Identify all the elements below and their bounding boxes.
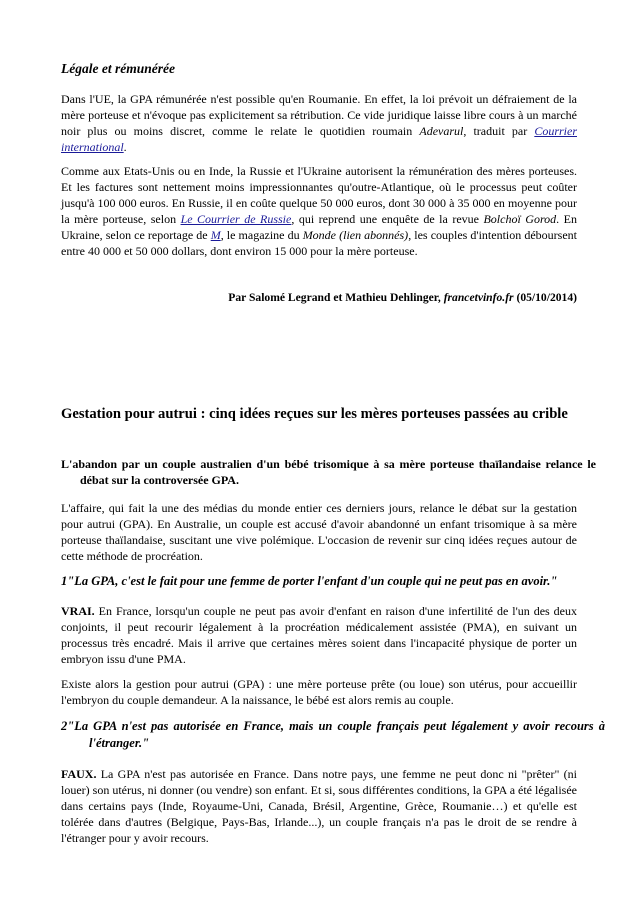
signature: Par Salomé Legrand et Mathieu Dehlinger, francetvinfo.fr (05/10/2014) (228, 291, 577, 304)
paragraph-answer-1: VRAI. En France, lorsqu'un couple ne peut pas avoir d'enfant en raison d'une infertilité de l'un des deux conjoints, il peut recourir légalement à la procréation médicalement assistée (PMA), en suivant un processus très encadré. Mais il arrive que certaines mères soient dans l'incapacité physique de porter un embryon issu d'une PMA. (61, 604, 577, 666)
paragraph-answer-2: FAUX. La GPA n'est pas autorisée en France. Dans notre pays, une femme ne peut donc ni "prêter" (ni louer) son utérus, ni donner (ou vendre) son enfant. Et si, sous différentes conditions, la GPA a été légalisée dans certains pays (Inde, Royaume-Uni, Canada, Brésil, Argentine, Grèce, Roumanie…) et qu'elle est tolérée dans d'autres (Belgique, Pays-Bas, Irlande...), un couple français n'a pas le droit de se rendre à l'étranger pour y avoir recours. (61, 767, 577, 845)
idea-2-heading: 2"La GPA n'est pas autorisée en France, mais un couple français peut légalement y avoir recours à l'étranger." (61, 719, 605, 750)
section-heading-legale: Légale et rémunérée (61, 61, 175, 76)
paragraph-answer-1b: Existe alors la gestion pour autrui (GPA) : une mère porteuse prête (ou loue) son utérus, pour accueillir l'embryon du couple demandeur. A la naissance, le bébé est alors remis au couple. (61, 677, 577, 707)
subscribers-note: (lien abonnés) (339, 227, 409, 242)
review-name: Bolchoï Gorod (483, 211, 557, 226)
signature-source: francetvinfo.fr (443, 291, 514, 304)
verdict-faux: FAUX. (61, 767, 97, 781)
monde-name: Monde (302, 227, 337, 242)
link-courrier-de-russie[interactable]: Le Courrier de Russie (180, 211, 292, 226)
link-courrier-international[interactable]: Courrier international (61, 123, 577, 154)
link-m-magazine[interactable]: M (210, 227, 221, 242)
newspaper-name: Adevarul (419, 123, 464, 138)
verdict-vrai: VRAI. (61, 604, 95, 618)
paragraph-russie-ukraine: Comme aux Etats-Unis ou en Inde, la Russie et l'Ukraine autorisent la rémunération des mères porteuses. Et les factures sont nettement moins impressionnantes qu'outre-Atlantique, où le processus peut coûter jusqu'à 100 000 euros. En Russie, il en coûte quelque 50 000 euros, dont 30 000 à 35 000 en moyenne pour la mère porteuse, selon Le Courrier de Russie, qui reprend une enquête de la revue Bolchoï Gorod. En Ukraine, selon ce reportage de M, le magazine du Monde (lien abonnés), les couples d'intention déboursent entre 40 000 et 50 000 dollars, dont environ 15 000 pour la mère porteuse. (61, 164, 578, 258)
idea-1-heading: 1"La GPA, c'est le fait pour une femme de porter l'enfant d'un couple qui ne peut pas en avoir." (61, 574, 558, 588)
article-subtitle: L'abandon par un couple australien d'un bébé trisomique à sa mère porteuse thaïlandaise relance le débat sur la controversée GPA. (61, 457, 596, 487)
paragraph-roumanie: Dans l'UE, la GPA rémunérée n'est possible qu'en Roumanie. En effet, la loi prévoit un défraiement de la mère porteuse et n'évoque pas explicitement sa rétribution. Ce vide juridique laisse libre cours à un marché noir plus ou moins discret, comme le relate le quotidien roumain Adevarul, traduit par Courrier international. (61, 92, 577, 154)
paragraph-intro: L'affaire, qui fait la une des médias du monde entier ces derniers jours, relance le débat sur la gestation pour autrui (GPA). En Australie, un couple est accusé d'avoir abandonné un enfant trisomique à sa mère porteuse thaïlandaise, suscitant une vive polémique. L'occasion de revenir sur cinq idées reçues autour de cette méthode de procréation. (61, 501, 577, 563)
article-title: Gestation pour autrui : cinq idées reçues sur les mères porteuses passées au crible (61, 406, 568, 422)
